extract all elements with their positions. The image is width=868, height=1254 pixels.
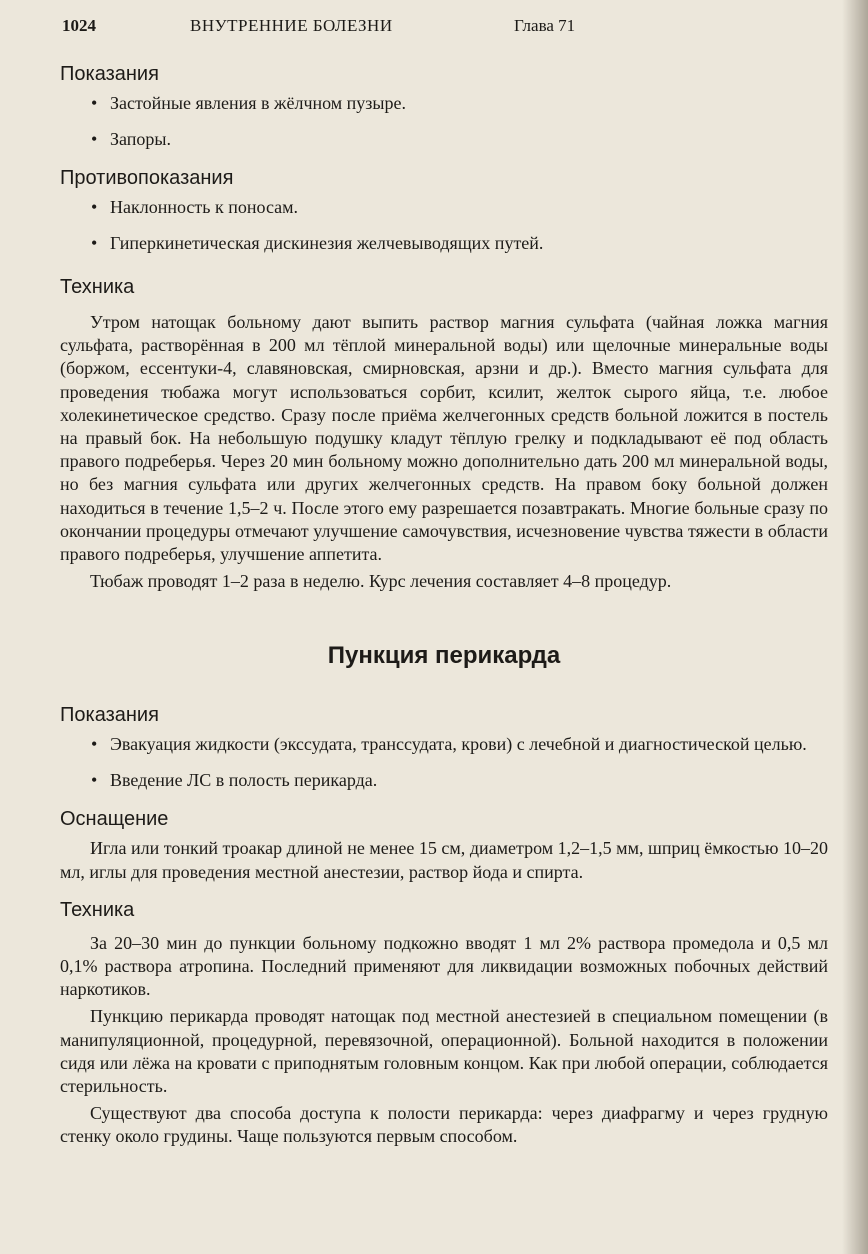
section-heading-indications: Показания: [60, 704, 159, 727]
indications-list: [60, 733, 828, 792]
list-item: • Эвакуация жидкости (экссудата, транссудата, крови) с лечебной и диагностической целью.: [91, 734, 807, 755]
bullet-icon: •: [91, 734, 98, 755]
page-edge-shadow: [842, 0, 868, 1254]
contraindications-list: [60, 196, 828, 255]
list-item: • Запоры.: [91, 129, 171, 149]
technique-paragraph: Тюбаж проводят 1–2 раза в неделю. Курс лечения составляет 4–8 процедур.: [90, 571, 672, 592]
section-heading-indications: Показания: [60, 63, 159, 85]
bullet-icon: •: [91, 197, 98, 217]
page-content: [60, 60, 828, 1153]
running-head: [62, 16, 822, 42]
indications-list: [60, 92, 828, 151]
section-title-pericardial-puncture: Пункция перикарда: [327, 642, 561, 670]
section-heading-equipment: Оснащение: [60, 808, 169, 831]
list-item: • Гиперкинетическая дискинезия желчевыводящих путей.: [91, 233, 544, 253]
section-heading-contraindications: Противопоказания: [60, 167, 234, 189]
bullet-icon: •: [91, 770, 98, 791]
technique-paragraph: Утром натощак больному дают выпить раствор магния сульфата (чайная ложка магния сульфата, растворённая в 200 мл тёплой минеральной воды) или щелочные минеральные воды (боржом, ессентуки-4, славяновская, смирновская, арзни и др.). Вместо магния сульфата для проведения тюбажа могут использоваться сорбит, ксилит, желток сырого яйца, т.е. любое холекинетическое средство. Сразу после приёма желчегонных средств больной ложится в постель на правый бок. На небольшую подушку кладут тёплую грелку и подкладывают её под область правого подреберья. Через 20 мин больному можно дополнительно дать 200 мл минеральной воды, но без магния сульфата или других желчегонных средств. На правом боку больной должен находиться в течение 1,5–2 ч. После этого ему разрешается позавтракать. Многие больные сразу по окончании процедуры отмечают улучшение самочувствия, исчезновение чувства тяжести в области правого подреберья, улучшение аппетита.: [60, 312, 828, 565]
book-title: ВНУТРЕННИЕ БОЛЕЗНИ: [190, 16, 393, 35]
list-item: • Застойные явления в жёлчном пузыре.: [91, 93, 406, 113]
list-item: • Наклонность к поносам.: [91, 197, 299, 217]
list-item: • Введение ЛС в полость перикарда.: [91, 770, 378, 791]
technique-paragraph: За 20–30 мин до пункции больному подкожно вводят 1 мл 2% раствора промедола и 0,5 мл 0,1% раствора атропина. Последний применяют для ликвидации возможных побочных действий наркотиков.: [60, 932, 828, 1000]
technique-paragraph: Пункцию перикарда проводят натощак под местной анестезией в специальном помещении (в манипуляционной, процедурной, перевязочной, операционной). Больной находится в положении сидя или лёжа на кровати с приподнятым головным концом. Как при любой операции, соблюдается стерильность.: [60, 1006, 828, 1097]
chapter-label: Глава 71: [514, 16, 576, 35]
bullet-icon: •: [91, 93, 98, 113]
section-heading-technique: Техника: [60, 898, 135, 921]
bullet-icon: •: [91, 129, 98, 149]
equipment-paragraph: Игла или тонкий троакар длиной не менее 15 см, диаметром 1,2–1,5 мм, шприц ёмкостью 10–20 мл, иглы для проведения местной анестезии, раствор йода и спирта.: [60, 838, 828, 882]
page-number: 1024: [62, 16, 96, 35]
bullet-icon: •: [91, 233, 98, 253]
technique-paragraph: Существуют два способа доступа к полости перикарда: через диафрагму и через грудную стенку около грудины. Чаще пользуются первым способом.: [60, 1103, 828, 1147]
section-heading-technique: Техника: [60, 276, 135, 298]
